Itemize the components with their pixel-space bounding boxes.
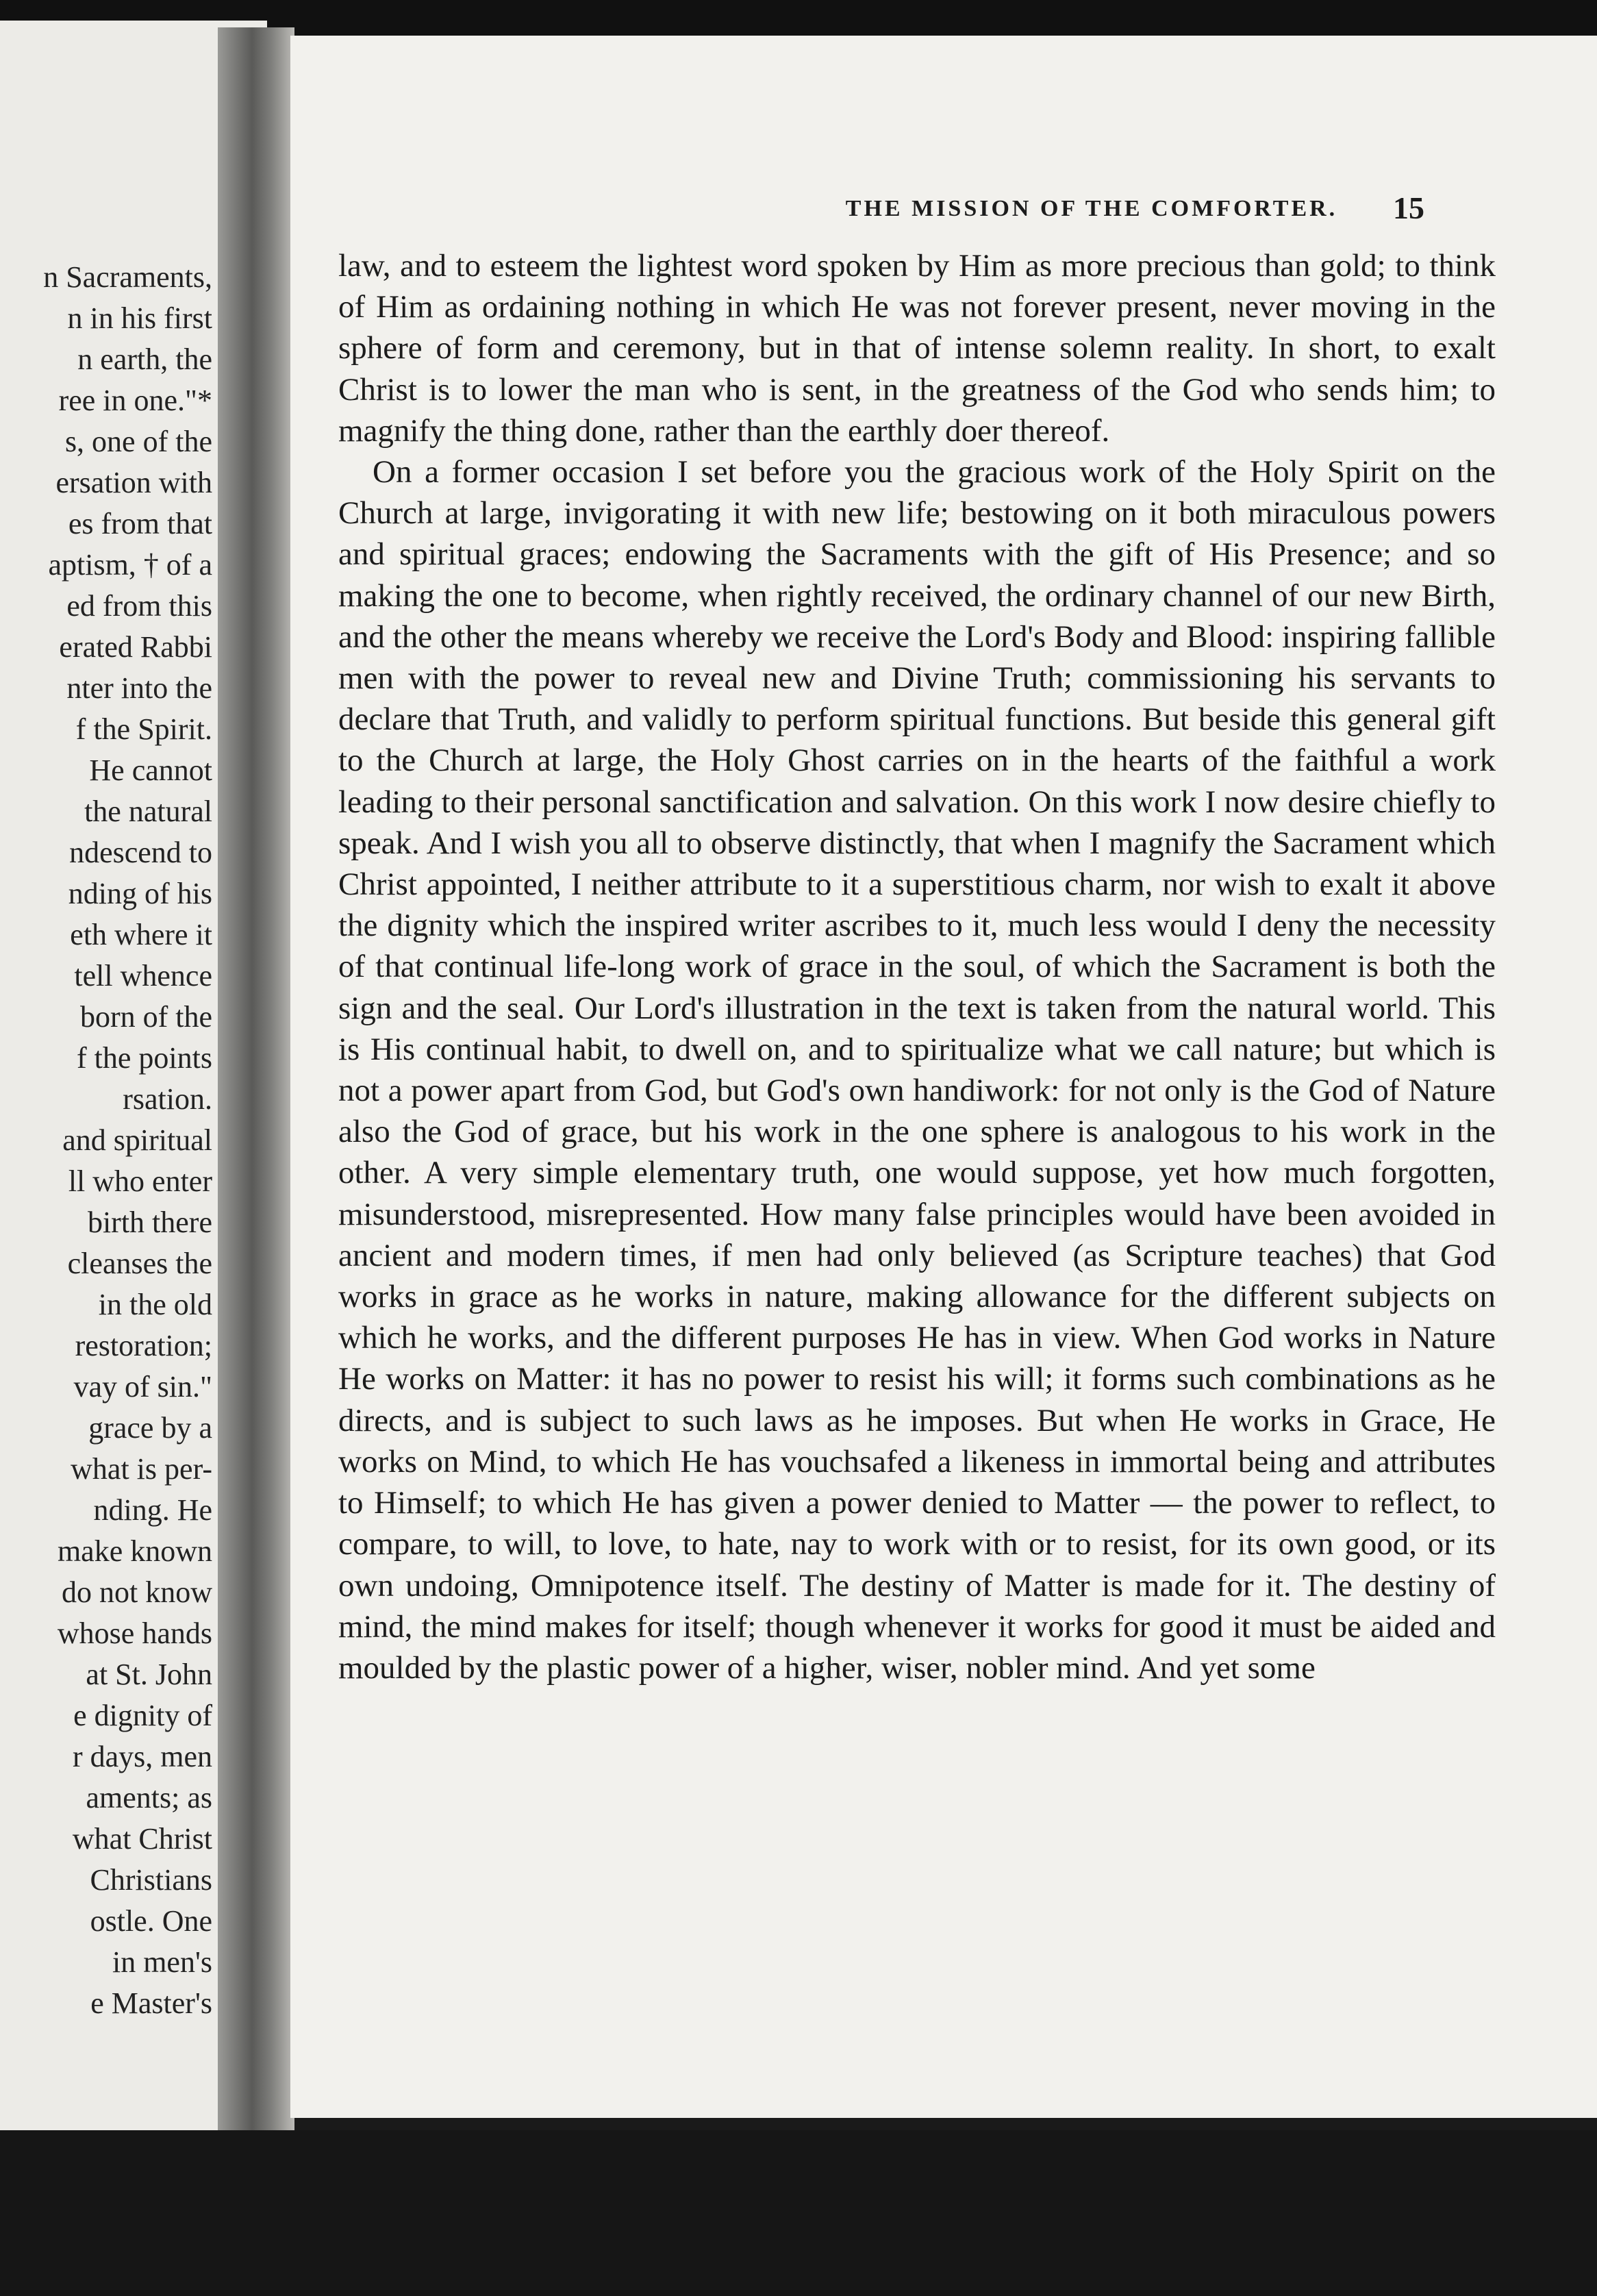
right-page: [290, 36, 1597, 2118]
left-page-line: n in his first: [67, 301, 212, 335]
left-page-line: ree in one."*: [58, 384, 212, 417]
left-page-line: birth there: [87, 1206, 212, 1239]
left-page-line: ll who enter: [68, 1164, 212, 1198]
left-page-line: He cannot: [89, 753, 212, 787]
left-page-line: n earth, the: [77, 342, 212, 376]
left-page-line: make known: [57, 1534, 212, 1568]
left-page-line: f the Spirit.: [75, 712, 212, 746]
left-page-line: vay of sin.": [73, 1370, 212, 1403]
left-page-line: nter into the: [66, 671, 212, 705]
left-page-line: the natural: [84, 795, 212, 828]
paragraph-1: law, and to esteem the lightest word spoken by Him as more precious than gold; to think of Him as ordaining nothing in which He was not forever present, never moving in the sphere of form and ceremony, but in that of intense solemn reality. In short, to exalt Christ is to lower the man who is sent, in the greatness of the God who sends him; to magnify the thing done, rather than the earthly doer thereof.: [338, 248, 1496, 449]
left-page-line: restoration;: [75, 1329, 212, 1362]
left-page-line: ed from this: [66, 589, 212, 623]
page-number: 15: [1393, 190, 1424, 225]
left-page-text: [0, 257, 212, 2024]
paragraph-2: On a former occasion I set before you the gracious work of the Holy Spirit on the Church at large, invigorating it with new life; bestowing on it both miraculous powers and spiritual graces; endowing the Sacraments with the gift of His Presence; and so making the one to become, when rightly received, the ordinary channel of our new Birth, and the other the means whereby we receive the Lord's Body and Blood: inspiring fallible men with the power to reveal new and Divine Truth; commissioning his servants to declare that Truth, and validly to perform spiritual functions. But beside this general gift to the Church at large, the Holy Ghost carries on in the hearts of the faithful a work leading to their personal sanctification and salvation. On this work I now desire chiefly to speak. And I wish you all to observe distinctly, that when I magnify the Sacrament which Christ appointed, I neither attribute to it a superstitious charm, nor wish to exalt it above the dignity which the inspired writer ascribes to it, much less would I deny the necessity of that continual life-long work of grace in the soul, of which the Sacrament is both the sign and the seal. Our Lord's illustration in the text is taken from the natural world. This is His continual habit, to dwell on, and to spiritualize what we call nature; but which is not a power apart from God, but God's own handiwork: for not only is the God of Nature also the God of grace, but his work in the one sphere is analogous to his work in the other. A very simple elementary truth, one would suppose, yet how much forgotten, misunderstood, misrepresented. How many false principles would have been avoided in ancient and modern times, if men had only believed (as Scripture teaches) that God works in grace as he works in nature, making allowance for the different subjects on which he works, and the different purposes He has in view. When God works in Nature He works on Matter: it has no power to resist his will; it forms such combinations as he directs, and is subject to such laws as he imposes. But when He works in Grace, He works on Mind, to which He has vouchsafed a likeness in immortal being and attributes to Himself; to which He has given a power denied to Matter — the power to reflect, to compare, to will, to love, to hate, nay to work with or to resist, for its own good, or its own undoing, Omnipotence itself. The destiny of Matter is made for it. The destiny of mind, the mind makes for itself; though whenever it works for good it must be aided and moulded by the plastic power of a higher, wiser, nobler mind. And yet some: [338, 454, 1496, 1686]
left-page-line: r days, men: [72, 1740, 212, 1773]
left-page-line: e Master's: [90, 1986, 212, 2020]
left-page-line: nding of his: [68, 877, 212, 910]
left-page-line: ostle. One: [90, 1904, 212, 1938]
running-header: THE MISSION OF THE COMFORTER.: [845, 196, 1338, 221]
left-page-line: do not know: [62, 1575, 212, 1609]
left-page-line: tell whence: [74, 959, 212, 993]
left-page-line: ersation with: [55, 466, 212, 499]
left-page-line: nding. He: [93, 1493, 212, 1527]
left-page-line: what is per-: [71, 1452, 212, 1486]
left-page-line: what Christ: [72, 1822, 212, 1856]
left-page-line: eth where it: [70, 918, 212, 951]
left-page-line: e dignity of: [73, 1699, 212, 1732]
left-page-line: n Sacraments,: [43, 260, 212, 294]
left-page-line: whose hands: [57, 1617, 212, 1650]
left-page-line: f the points: [77, 1041, 212, 1075]
left-page-line: in men's: [112, 1945, 212, 1979]
left-page-line: ndescend to: [69, 836, 212, 869]
body-text: [338, 245, 1496, 1688]
left-page-line: in the old: [98, 1288, 212, 1321]
left-page-line: cleanses the: [67, 1247, 212, 1280]
left-page-line: s, one of the: [64, 425, 212, 458]
left-page-line: and spiritual: [62, 1123, 212, 1157]
left-page-line: rsation.: [123, 1082, 212, 1116]
left-page-line: at St. John: [86, 1658, 212, 1691]
left-page-line: aptism, † of a: [48, 548, 212, 582]
left-page-line: erated Rabbi: [59, 630, 212, 664]
left-page-line: grace by a: [88, 1411, 212, 1445]
left-page-line: born of the: [79, 1000, 212, 1034]
left-page-line: aments; as: [86, 1781, 212, 1814]
scan-bottom-border: [0, 2130, 1597, 2296]
left-page-line: es from that: [68, 507, 212, 540]
left-page-line: Christians: [90, 1863, 212, 1897]
book-gutter: [218, 27, 294, 2144]
